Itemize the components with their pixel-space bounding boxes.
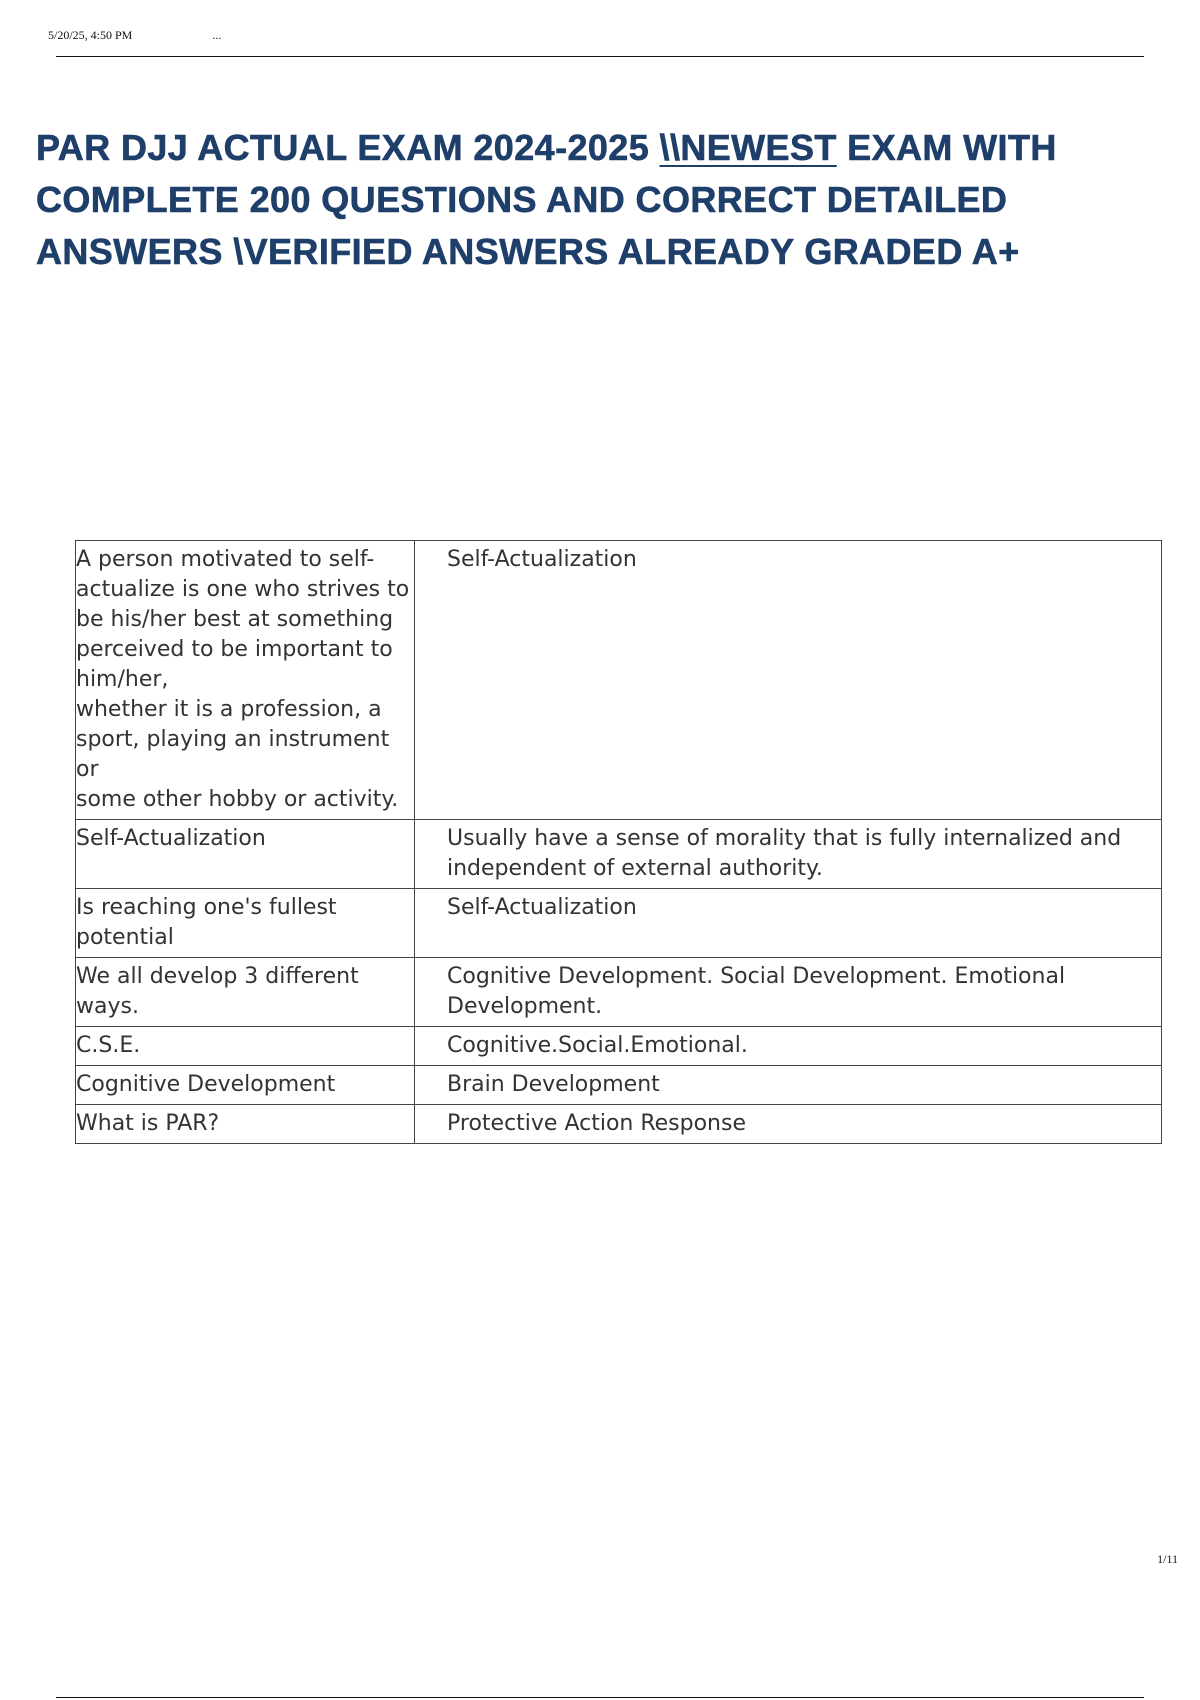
table-row	[76, 541, 1162, 820]
answer-cell: Cognitive Development. Social Development. Emotional Development.	[415, 958, 1162, 1027]
page-number: 1/11	[1157, 1552, 1178, 1566]
table-row	[76, 820, 1162, 889]
question-cell: C.S.E.	[76, 1027, 415, 1066]
table-row	[76, 889, 1162, 958]
top-divider	[56, 56, 1144, 57]
table-row	[76, 1027, 1162, 1066]
question-cell: What is PAR?	[76, 1105, 415, 1144]
answer-cell: Self-Actualization	[415, 889, 1162, 958]
table-row	[76, 1105, 1162, 1144]
answer-cell: Usually have a sense of morality that is fully internalized and independent of external authority.	[415, 820, 1162, 889]
answer-cell: Cognitive.Social.Emotional.	[415, 1027, 1162, 1066]
document-title	[36, 122, 1166, 278]
question-cell: Is reaching one's fullest potential	[76, 889, 415, 958]
question-cell: A person motivated to self- actualize is one who strives to be his/her best at something perceived to be important to him/her, whether it is a profession, a sport, playing an instrument or some other hobby or activity.	[76, 541, 415, 820]
title-part-2: EXAM WITH COMPLETE 200 QUESTIONS AND CORRECT DETAILED ANSWERS \VERIFIED ANSWERS ALREADY GRADED A+	[36, 127, 1057, 272]
answer-cell: Brain Development	[415, 1066, 1162, 1105]
question-cell: Self-Actualization	[76, 820, 415, 889]
table-row	[76, 958, 1162, 1027]
answer-cell: Protective Action Response	[415, 1105, 1162, 1144]
qa-table	[75, 540, 1162, 1144]
print-ellipsis: ...	[212, 28, 222, 42]
title-underlined: \\NEWEST	[659, 127, 837, 168]
table-row	[76, 1066, 1162, 1105]
title-part-1: PAR DJJ ACTUAL EXAM 2024-2025	[36, 127, 660, 168]
bottom-divider	[56, 1697, 1144, 1698]
answer-cell: Self-Actualization	[415, 541, 1162, 820]
question-cell: We all develop 3 different ways.	[76, 958, 415, 1027]
print-header	[48, 28, 221, 43]
question-cell: Cognitive Development	[76, 1066, 415, 1105]
print-datetime: 5/20/25, 4:50 PM	[48, 28, 133, 42]
